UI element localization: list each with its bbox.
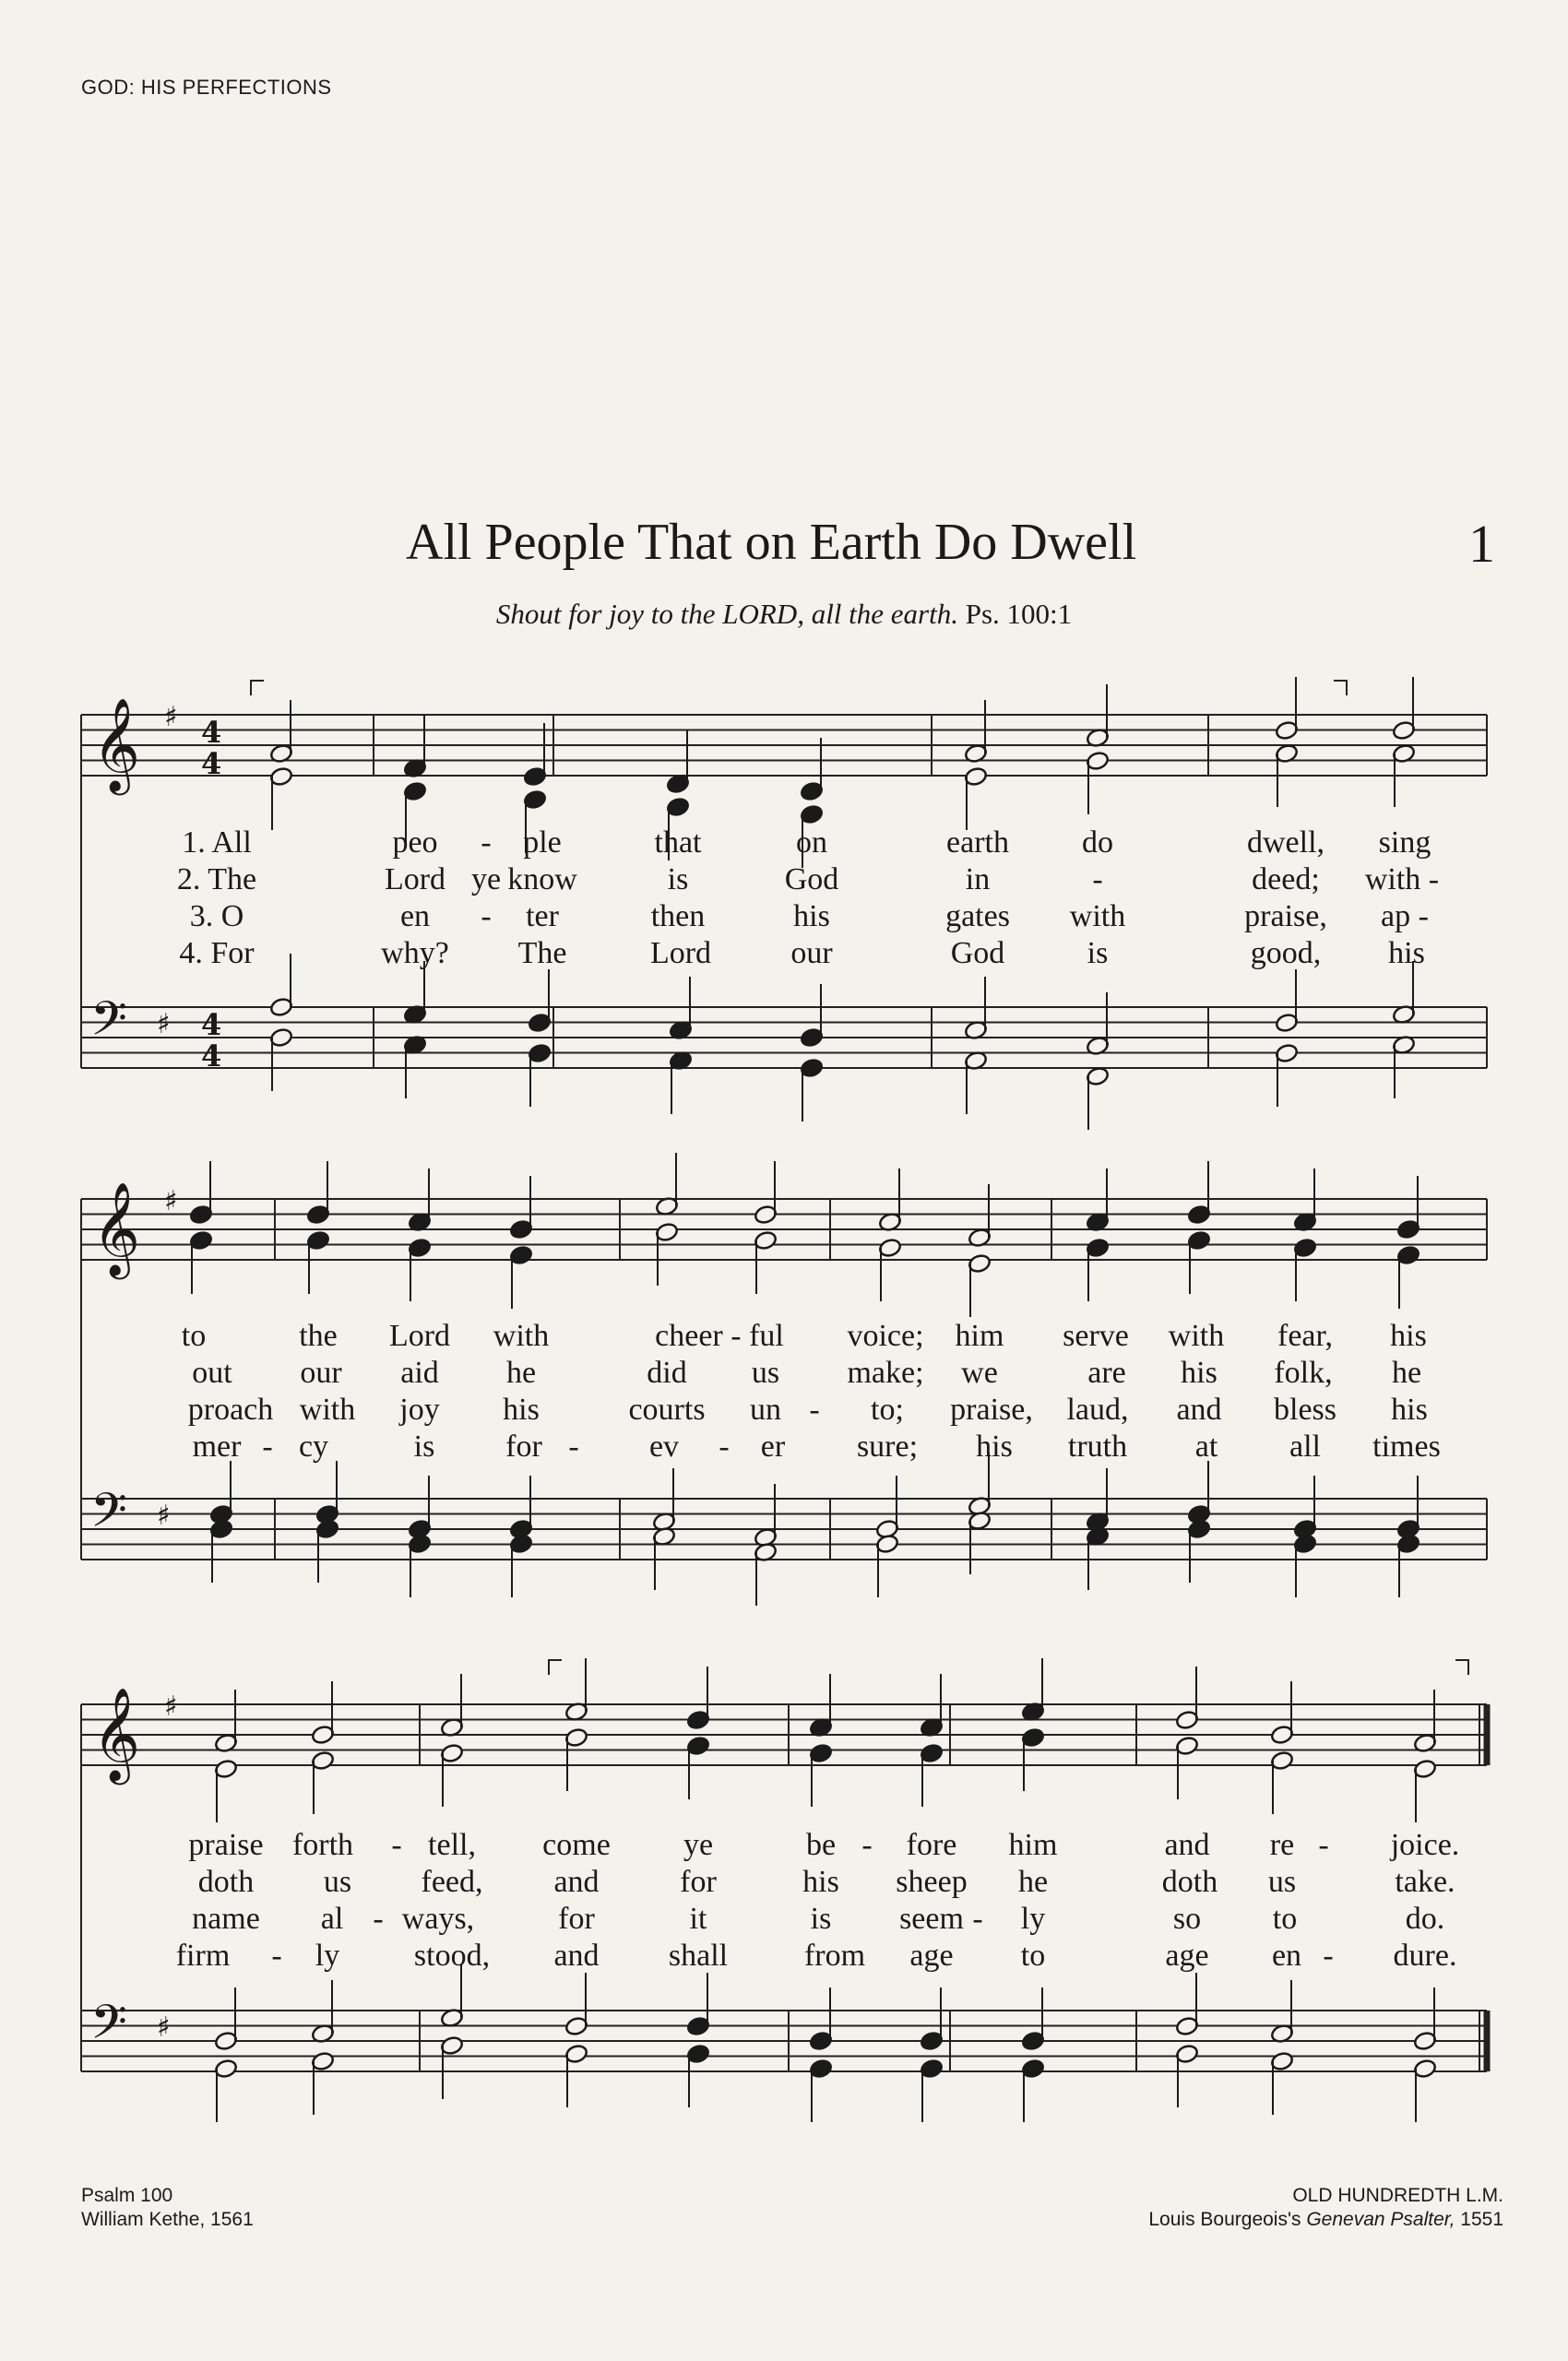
lyric-syllable: aid — [400, 1356, 439, 1390]
lyric-syllable: joy — [399, 1393, 440, 1427]
lyric-syllable: the — [299, 1319, 338, 1353]
lyric-syllable: fear, — [1277, 1319, 1333, 1353]
lyric-syllable: age — [909, 1939, 954, 1973]
lyric-syllable: 1. All — [182, 825, 252, 860]
lyric-syllable: it — [689, 1902, 707, 1936]
phrase-bracket-start — [549, 1660, 562, 1675]
lyric-syllable: name — [192, 1902, 260, 1936]
tune-credit — [1148, 2184, 1503, 2232]
lyric-syllable: his — [1388, 936, 1425, 970]
lyric-syllable: us — [323, 1865, 352, 1899]
lyric-syllable: dure. — [1393, 1939, 1457, 1973]
lyric-syllable: his — [503, 1393, 540, 1427]
lyric-syllable: sing — [1378, 825, 1431, 860]
lyric-syllable: is — [667, 862, 689, 896]
lyric-syllable: ye — [683, 1828, 714, 1862]
bass-clef-icon: 𝄢 — [90, 1994, 127, 2061]
lyric-syllable: ev — [648, 1430, 680, 1464]
lyric-syllable: come — [542, 1828, 611, 1862]
bass-clef-icon: 𝄢 — [90, 991, 127, 1058]
lyric-syllable: voice; — [847, 1319, 924, 1353]
lyric-syllable: in — [965, 862, 991, 896]
lyric-syllable: sure; — [856, 1430, 919, 1464]
sharp-icon: ♯ — [157, 2011, 171, 2044]
lyric-syllable: ter — [526, 899, 559, 933]
lyric-syllable: stood, — [413, 1939, 491, 1973]
lyric-syllable: proach — [187, 1393, 274, 1427]
lyric-syllable: en — [399, 899, 431, 933]
lyric-syllable: out — [192, 1356, 232, 1390]
lyric-syllable: - — [481, 825, 492, 860]
lyric-syllable: his — [1181, 1356, 1218, 1390]
lyric-syllable: praise — [188, 1828, 264, 1862]
lyric-syllable: his — [793, 899, 830, 933]
lyric-syllable: us — [1267, 1865, 1297, 1899]
lyric-syllable: gates — [945, 899, 1010, 933]
lyric-syllable: at — [1194, 1430, 1218, 1464]
lyric-syllable: peo — [392, 825, 438, 860]
lyric-syllable: en — [1271, 1939, 1302, 1973]
lyric-syllable: - — [568, 1430, 579, 1464]
phrase-bracket-end — [1455, 1660, 1468, 1675]
lyric-syllable: 4. For — [179, 936, 255, 970]
sharp-icon: ♯ — [164, 1691, 178, 1723]
lyric-syllable: - — [972, 1902, 983, 1936]
lyric-syllable: ye — [470, 862, 502, 896]
sharp-icon: ♯ — [164, 701, 178, 733]
lyric-syllable: ways, — [401, 1902, 475, 1936]
lyrics-system-2 — [0, 1319, 1568, 1522]
sharp-icon: ♯ — [157, 1500, 171, 1532]
lyric-syllable: our — [300, 1356, 342, 1390]
lyric-syllable: truth — [1067, 1430, 1128, 1464]
lyric-syllable: his — [1390, 1319, 1427, 1353]
lyric-syllable: is — [413, 1430, 435, 1464]
lyric-syllable: forth — [291, 1828, 354, 1862]
lyric-syllable: good, — [1250, 936, 1322, 970]
time-signature-top: 4 — [201, 1007, 222, 1042]
lyric-syllable: know — [507, 862, 577, 896]
lyric-syllable: praise, — [950, 1393, 1033, 1427]
text-source: Psalm 100 — [81, 2185, 173, 2206]
lyric-syllable: to — [1020, 1939, 1046, 1973]
lyric-syllable: - — [719, 1430, 730, 1464]
lyric-syllable: - — [271, 1939, 282, 1973]
treble-clef-icon: 𝄞 — [92, 1686, 141, 1781]
lyric-syllable: him — [955, 1319, 1004, 1353]
lyric-syllable: age — [1165, 1939, 1209, 1973]
lyric-syllable: 3. O — [189, 899, 244, 933]
lyric-syllable: take. — [1395, 1865, 1455, 1899]
lyric-syllable: - — [861, 1828, 873, 1862]
lyric-syllable: for — [558, 1902, 595, 1936]
lyric-syllable: - — [1318, 1828, 1329, 1862]
lyric-syllable: cy — [298, 1430, 329, 1464]
lyric-syllable: times — [1372, 1430, 1441, 1464]
text-author: William Kethe, 1561 — [81, 2209, 254, 2230]
time-signature-top: 4 — [201, 715, 222, 750]
lyric-syllable: from — [803, 1939, 866, 1973]
lyric-syllable: ly — [315, 1939, 340, 1973]
lyric-syllable: to; — [871, 1393, 904, 1427]
lyric-syllable: are — [1087, 1356, 1126, 1390]
lyric-syllable: ple — [523, 825, 562, 860]
lyric-syllable: firm — [175, 1939, 231, 1973]
lyric-syllable: that — [654, 825, 702, 860]
text-credit — [81, 2184, 254, 2232]
lyric-syllable: sheep — [896, 1865, 968, 1899]
lyric-syllable: - — [1323, 1939, 1334, 1973]
epigraph-text: Shout for joy to the LORD, all the earth. — [495, 598, 958, 630]
lyric-syllable: Lord — [649, 936, 712, 970]
lyric-syllable: he — [1391, 1356, 1422, 1390]
sharp-icon: ♯ — [164, 1185, 178, 1217]
lyric-syllable: praise, — [1244, 899, 1327, 933]
lyric-syllable: all — [1289, 1430, 1321, 1464]
lyric-syllable: fore — [906, 1828, 957, 1862]
lyric-syllable: be — [805, 1828, 837, 1862]
lyric-syllable: Lord — [384, 862, 446, 896]
lyric-syllable: serve — [1063, 1319, 1129, 1353]
lyric-syllable: - — [262, 1430, 273, 1464]
lyric-syllable: and — [1164, 1828, 1210, 1862]
lyric-syllable: 2. The — [176, 862, 257, 896]
lyric-syllable: and — [553, 1939, 600, 1973]
time-signature-bottom: 4 — [201, 746, 222, 781]
lyric-syllable: his — [976, 1430, 1013, 1464]
lyric-syllable: deed; — [1252, 862, 1320, 896]
lyric-syllable: un — [750, 1393, 781, 1427]
lyric-syllable: - — [481, 899, 492, 933]
lyric-syllable: God — [784, 862, 839, 896]
lyric-syllable: do. — [1405, 1902, 1445, 1936]
lyric-syllable: for — [505, 1430, 542, 1464]
tune-source-title: Genevan Psalter, — [1306, 2209, 1455, 2230]
lyric-syllable: with — [299, 1393, 356, 1427]
lyric-syllable: folk, — [1274, 1356, 1333, 1390]
lyric-syllable: he — [1017, 1865, 1049, 1899]
lyric-syllable: tell, — [428, 1828, 476, 1862]
bass-clef-icon: 𝄢 — [90, 1482, 127, 1549]
lyric-syllable: er — [760, 1430, 786, 1464]
tune-name: OLD HUNDREDTH L.M. — [1292, 2185, 1503, 2206]
lyric-syllable: The — [517, 936, 567, 970]
hymn-title: All People That on Earth Do Dwell — [406, 514, 1137, 571]
tune-source — [1148, 2208, 1503, 2232]
lyric-syllable: laud, — [1066, 1393, 1129, 1427]
lyric-syllable: dwell, — [1246, 825, 1325, 860]
lyric-syllable: to — [1272, 1902, 1298, 1936]
lyric-syllable: to — [181, 1319, 207, 1353]
lyric-syllable: doth — [197, 1865, 255, 1899]
lyric-syllable: al — [320, 1902, 344, 1936]
lyric-syllable: he — [505, 1356, 537, 1390]
lyric-syllable: why? — [381, 936, 449, 970]
lyric-syllable: his — [1391, 1393, 1428, 1427]
lyric-syllable: shall — [668, 1939, 729, 1973]
lyric-syllable: and — [1176, 1393, 1222, 1427]
lyric-syllable: mer — [192, 1430, 242, 1464]
lyric-syllable: - — [1092, 862, 1103, 896]
time-signature-bottom: 4 — [201, 1038, 222, 1074]
lyric-syllable: him — [1008, 1828, 1058, 1862]
lyric-syllable: earth — [946, 825, 1009, 860]
lyric-syllable: we — [961, 1356, 998, 1390]
lyric-syllable: - — [373, 1902, 384, 1936]
lyric-syllable: us — [751, 1356, 780, 1390]
lyric-syllable: - — [809, 1393, 820, 1427]
section-header: GOD: HIS PERFECTIONS — [81, 76, 332, 99]
lyric-syllable: doth — [1161, 1865, 1218, 1899]
lyric-syllable: with — [1069, 899, 1126, 933]
lyric-syllable: seem — [899, 1902, 964, 1936]
lyric-syllable: for — [680, 1865, 717, 1899]
lyrics-system-3 — [0, 1828, 1568, 2031]
lyric-syllable: and — [553, 1865, 600, 1899]
lyric-syllable: ap - — [1381, 899, 1429, 933]
lyric-syllable: - — [391, 1828, 402, 1862]
treble-clef-icon: 𝄞 — [92, 1180, 141, 1275]
phrase-bracket-start — [251, 681, 264, 695]
lyric-syllable: joice. — [1390, 1828, 1460, 1862]
lyric-syllable: with — [493, 1319, 550, 1353]
lyric-syllable: bless — [1274, 1393, 1336, 1427]
lyric-syllable: is — [810, 1902, 832, 1936]
lyric-syllable: God — [950, 936, 1005, 970]
lyric-syllable: did — [647, 1356, 687, 1390]
lyric-syllable: his — [802, 1865, 839, 1899]
lyric-syllable: on — [796, 825, 827, 860]
lyric-syllable: then — [650, 899, 706, 933]
lyric-syllable: cheer - ful — [655, 1319, 784, 1353]
lyric-syllable: re — [1269, 1828, 1295, 1862]
lyric-syllable: feed, — [421, 1865, 483, 1899]
tune-source-year: 1551 — [1460, 2209, 1503, 2230]
epigraph-reference: Ps. 100:1 — [965, 598, 1073, 630]
lyric-syllable: our — [790, 936, 833, 970]
lyric-syllable: with - — [1364, 862, 1440, 896]
lyric-syllable: so — [1172, 1902, 1202, 1936]
phrase-bracket-end — [1334, 681, 1347, 695]
treble-clef-icon: 𝄞 — [92, 696, 141, 791]
lyric-syllable: ly — [1020, 1902, 1046, 1936]
lyric-syllable: Lord — [388, 1319, 451, 1353]
lyric-syllable: do — [1082, 825, 1113, 860]
tune-source-prefix: Louis Bourgeois's — [1148, 2209, 1301, 2230]
lyric-syllable: with — [1168, 1319, 1225, 1353]
sharp-icon: ♯ — [157, 1008, 171, 1040]
lyric-syllable: courts — [628, 1393, 706, 1427]
lyric-syllable: make; — [847, 1356, 924, 1390]
hymn-number: 1 — [1468, 514, 1495, 574]
lyric-syllable: is — [1087, 936, 1109, 970]
lyrics-system-1 — [0, 825, 1568, 1028]
